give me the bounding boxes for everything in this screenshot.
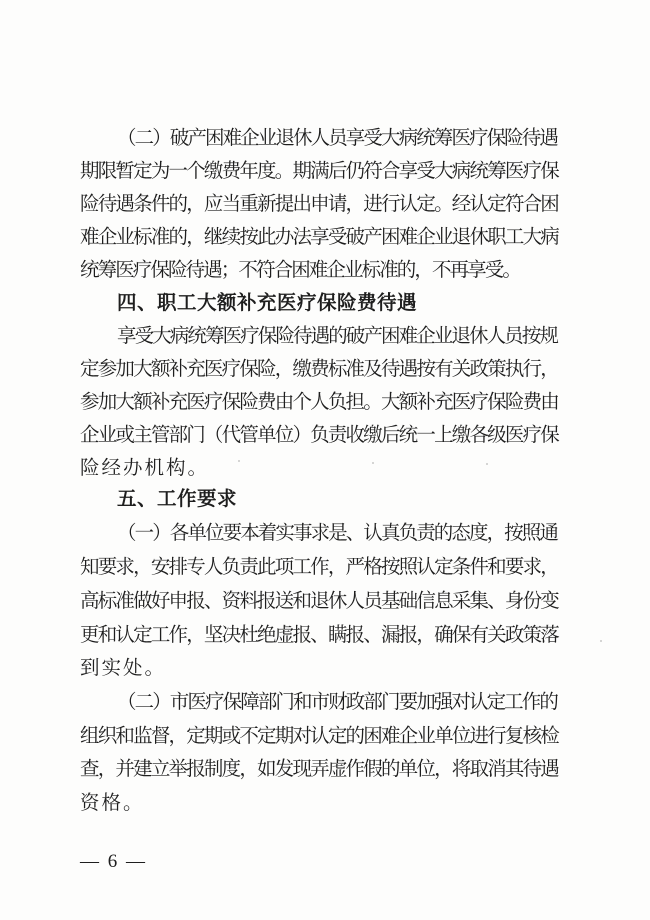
paragraph-line: （二）破产困难企业退休人员享受大病统筹医疗保险待遇 (117, 126, 557, 149)
page-number: — 6 — (80, 851, 147, 872)
paragraph-line: （一）各单位要本着实事求是、认真负责的态度，按照通 (117, 521, 557, 544)
paragraph-line: 定参加大额补充医疗保险，缴费标准及待遇按有关政策执行， (80, 357, 558, 380)
scan-speck (600, 640, 602, 642)
section-heading: 五、工作要求 (117, 487, 238, 510)
paragraph-line: （二）市医疗保障部门和市财政部门要加强对认定工作的 (117, 690, 557, 713)
paragraph-line: 更和认定工作，坚决杜绝虚报、瞒报、漏报，确保有关政策落 (80, 623, 558, 646)
paragraph-line: 难企业标准的，继续按此办法享受破产困难企业退休职工大病 (80, 225, 558, 248)
scan-speck (238, 460, 240, 462)
paragraph-line: 期限暂定为一个缴费年度。期满后仍符合享受大病统筹医疗保 (80, 159, 558, 182)
scan-speck (486, 463, 488, 465)
paragraph-line: 享受大病统筹医疗保险待遇的破产困难企业退休人员按规 (117, 324, 557, 347)
paragraph-line: 到实处。 (80, 656, 167, 679)
paragraph-line: 险经办机构。 (80, 456, 210, 479)
paragraph-line: 企业或主管部门（代管单位）负责收缴后统一上缴各级医疗保 (80, 423, 558, 446)
paragraph-line: 参加大额补充医疗保险费由个人负担。大额补充医疗保险费由 (80, 390, 558, 413)
section-heading: 四、职工大额补充医疗保险费待遇 (117, 291, 418, 314)
paragraph-line: 统筹医疗保险待遇；不符合困难企业标准的，不再享受。 (80, 258, 520, 281)
paragraph-line: 险待遇条件的，应当重新提出申请，进行认定。经认定符合困 (80, 192, 558, 215)
paragraph-line: 组织和监督，定期或不定期对认定的困难企业单位进行复核检 (80, 724, 558, 747)
paragraph-line: 高标准做好申报、资料报送和退休人员基础信息采集、身份变 (80, 589, 558, 612)
scan-speck (372, 462, 374, 464)
paragraph-line: 查，并建立举报制度，如发现弄虚作假的单位，将取消其待遇 (80, 757, 558, 780)
paragraph-line: 资格。 (80, 791, 145, 814)
paragraph-line: 知要求，安排专人负责此项工作，严格按照认定条件和要求， (80, 555, 558, 578)
